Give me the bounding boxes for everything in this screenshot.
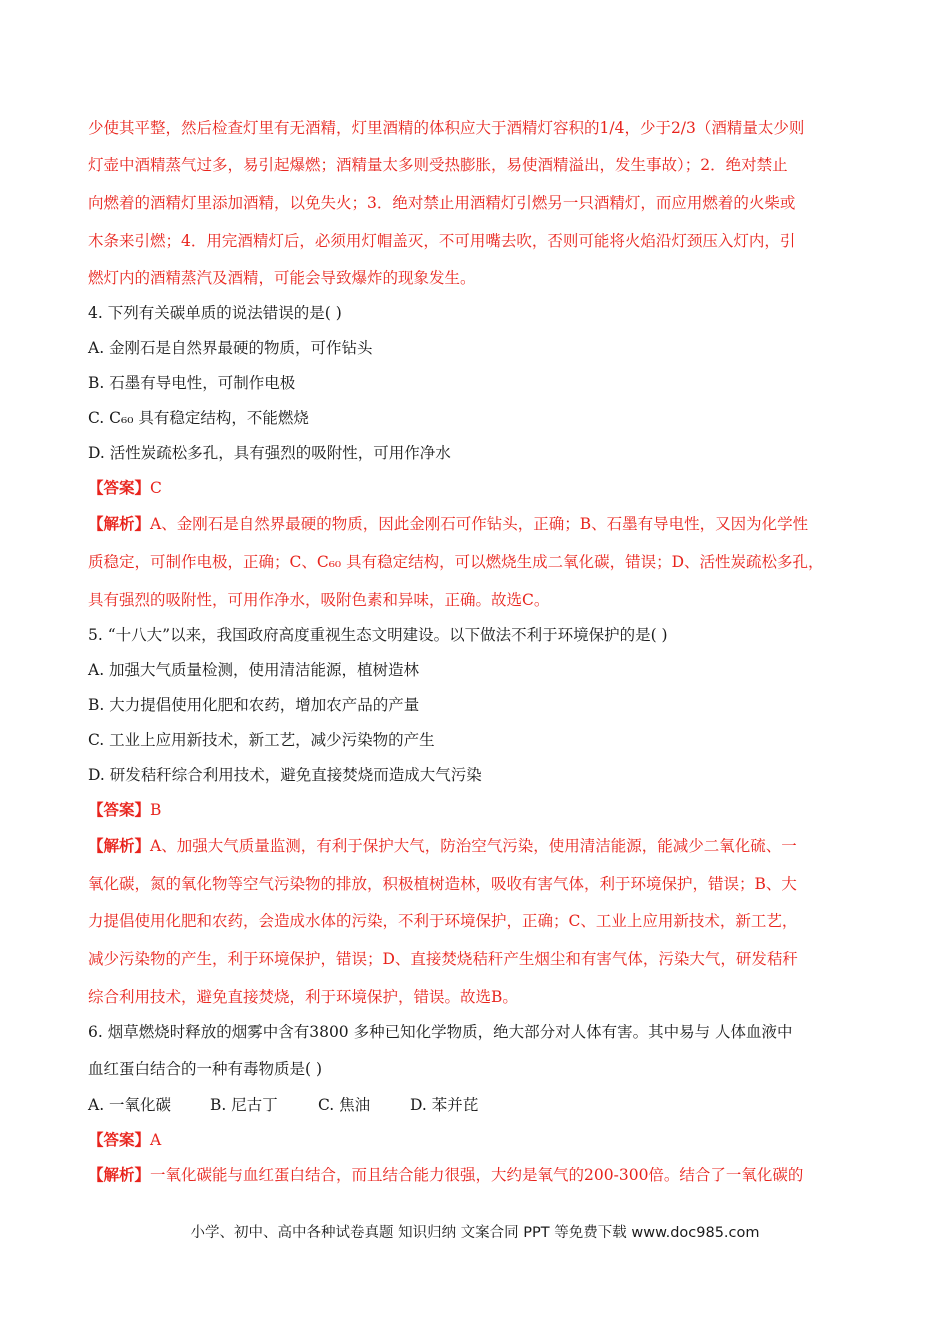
question-5-stem: 5. “十八大”以来，我国政府高度重视生态文明建设。以下做法不利于环境保护的是( ) — [88, 626, 668, 644]
analysis-text: A、金刚石是自然界最硬的物质，因此金刚石可作钻头，正确；B、石墨有导电性，又因为化学性 — [150, 515, 809, 533]
question-6-stem: 血红蛋白结合的一种有毒物质是( ) — [88, 1060, 323, 1078]
question-4-option-d: D. 活性炭疏松多孔，具有强烈的吸附性，可用作净水 — [88, 444, 451, 462]
intro-line: 灯壶中酒精蒸气过多，易引起爆燃；酒精量太多则受热膨胀，易使酒精溢出，发生事故）；2．绝对禁止 — [88, 156, 788, 174]
analysis-text: A、加强大气质量监测，有利于保护大气，防治空气污染，使用清洁能源，能减少二氧化硫、一 — [150, 837, 797, 855]
question-6-answer — [88, 1130, 161, 1150]
answer-tag: 【答案】 — [88, 800, 151, 819]
answer-tag: 【答案】 — [88, 478, 151, 497]
question-4-stem: 4. 下列有关碳单质的说法错误的是( ) — [88, 304, 342, 322]
question-6-option-d: D. 苯并芘 — [410, 1096, 479, 1114]
question-5-option-a: A. 加强大气质量检测，使用清洁能源，植树造林 — [88, 661, 420, 679]
question-4-analysis-line — [88, 514, 808, 534]
question-5-analysis-line — [88, 836, 797, 856]
question-6-option-c: C. 焦油 — [318, 1096, 371, 1114]
question-6-options — [88, 1095, 478, 1115]
analysis-text: 一氧化碳能与血红蛋白结合，而且结合能力很强，大约是氧气的200-300倍。结合了一氧化碳的 — [150, 1166, 804, 1184]
question-6-stem: 6. 烟草燃烧时释放的烟雾中含有3800 多种已知化学物质，绝大部分对人体有害。其中易与 人体血液中 — [88, 1023, 793, 1041]
intro-line: 向燃着的酒精灯里添加酒精，以免失火；3．绝对禁止用酒精灯引燃另一只酒精灯，而应用燃着的火柴或 — [88, 194, 796, 212]
question-6-analysis-line — [88, 1165, 803, 1185]
question-4-option-b: B. 石墨有导电性，可制作电极 — [88, 374, 296, 392]
intro-line: 少使其平整，然后检查灯里有无酒精，灯里酒精的体积应大于酒精灯容积的1/4，少于2/3（酒精量太少则 — [88, 119, 805, 137]
question-4-option-a: A. 金刚石是自然界最硬的物质，可作钻头 — [88, 339, 373, 357]
answer-tag: 【答案】 — [88, 1130, 151, 1149]
question-5-option-b: B. 大力提倡使用化肥和农药，增加农产品的产量 — [88, 696, 420, 714]
question-5-analysis-line: 综合利用技术，避免直接焚烧，利于环境保护，错误。故选B。 — [88, 988, 518, 1006]
question-4-answer — [88, 478, 162, 498]
question-5-option-d: D. 研发秸秆综合利用技术，避免直接焚烧而造成大气污染 — [88, 766, 482, 784]
question-4-analysis-line: 具有强烈的吸附性，可用作净水，吸附色素和异味，正确。故选C。 — [88, 591, 550, 609]
analysis-tag: 【解析】 — [88, 836, 151, 855]
question-4-option-c: C. C₆₀ 具有稳定结构，不能燃烧 — [88, 409, 309, 427]
question-5-analysis-line: 氧化碳，氮的氧化物等空气污染物的排放，积极植树造林，吸收有害气体，利于环境保护，错误；B、大 — [88, 875, 797, 893]
question-6-option-a: A. 一氧化碳 — [88, 1096, 172, 1114]
answer-value: B — [150, 801, 162, 819]
question-5-answer — [88, 800, 161, 820]
question-5-analysis-line: 力提倡使用化肥和农药，会造成水体的污染，不利于环境保护，正确；C、工业上应用新技术，新工艺， — [88, 912, 798, 930]
question-5-option-c: C. 工业上应用新技术，新工艺，减少污染物的产生 — [88, 731, 435, 749]
analysis-tag: 【解析】 — [88, 1165, 151, 1184]
intro-line: 燃灯内的酒精蒸汽及酒精，可能会导致爆炸的现象发生。 — [88, 269, 476, 287]
analysis-tag: 【解析】 — [88, 514, 151, 533]
answer-value: A — [150, 1131, 162, 1149]
question-6-option-b: B. 尼古丁 — [210, 1096, 278, 1114]
answer-value: C — [150, 479, 162, 497]
question-5-analysis-line: 减少污染物的产生，利于环境保护，错误；D、直接焚烧秸秆产生烟尘和有害气体，污染大气，研发秸秆 — [88, 950, 798, 968]
question-4-analysis-line: 质稳定，可制作电极，正确；C、C₆₀ 具有稳定结构，可以燃烧生成二氧化碳，错误；D、活性炭疏松多孔， — [88, 553, 824, 571]
page-footer: 小学、初中、高中各种试卷真题 知识归纳 文案合同 PPT 等免费下载 www.doc985.com — [190, 1225, 760, 1241]
intro-line: 木条来引燃；4．用完酒精灯后，必须用灯帽盖灭，不可用嘴去吹，否则可能将火焰沿灯颈压入灯内，引 — [88, 232, 796, 250]
